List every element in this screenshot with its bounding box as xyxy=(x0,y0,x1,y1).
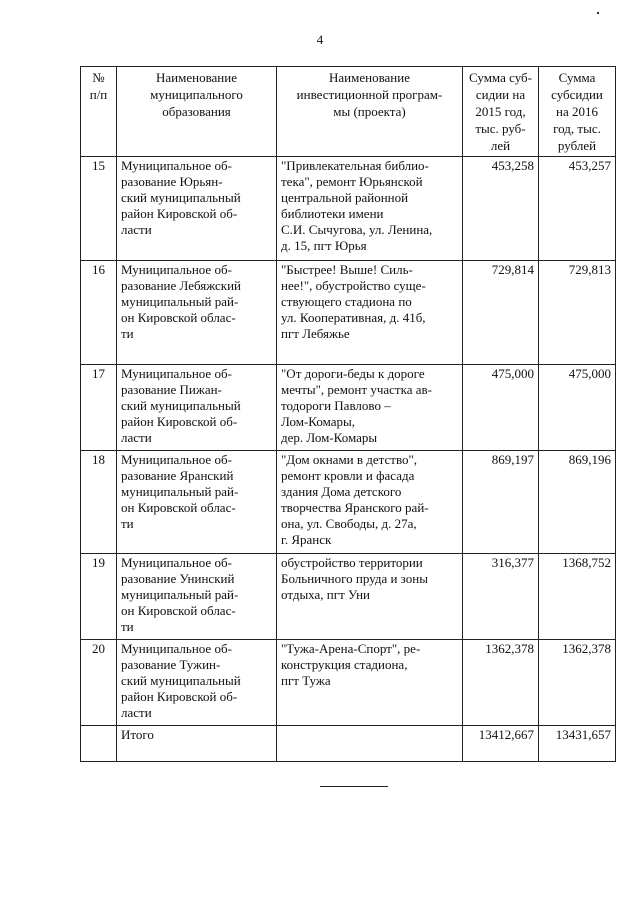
row-number: 17 xyxy=(81,365,117,451)
page-number: 4 xyxy=(316,32,324,47)
header-sum-2016: Сумма субсидии на 2016 год, тыс. рублей xyxy=(539,67,616,157)
program-name: "Быстрее! Выше! Силь- нее!", обустройство суще- ствующего стадиона по ул. Кооперативная, д. 41б, пгт Лебяжье xyxy=(277,261,463,365)
total-number xyxy=(81,726,117,762)
row-number: 16 xyxy=(81,261,117,365)
table-row xyxy=(81,261,616,365)
subsidy-2015: 729,814 xyxy=(463,261,539,365)
table-row xyxy=(81,157,616,261)
subsidy-table xyxy=(80,66,616,762)
municipality-name: Муниципальное об- разование Яранский муниципальный рай- он Кировской облас- ти xyxy=(117,451,277,554)
header-sum-2015: Сумма суб- сидии на 2015 год, тыс. руб- лей xyxy=(463,67,539,157)
municipality-name: Муниципальное об- разование Унинский муниципальный рай- он Кировской облас- ти xyxy=(117,554,277,640)
total-row xyxy=(81,726,616,762)
subsidy-2015: 869,197 xyxy=(463,451,539,554)
total-2016: 13431,657 xyxy=(539,726,616,762)
program-name: "От дороги-беды к дороге мечты", ремонт участка ав- тодороги Павлово – Лом-Комары, дер. Лом-Комары xyxy=(277,365,463,451)
total-2015: 13412,667 xyxy=(463,726,539,762)
scan-speck xyxy=(597,12,599,14)
subsidy-2015: 453,258 xyxy=(463,157,539,261)
table-row xyxy=(81,365,616,451)
subsidy-2016: 1368,752 xyxy=(539,554,616,640)
municipality-name: Муниципальное об- разование Тужин- ский муниципальный район Кировской об- ласти xyxy=(117,640,277,726)
subsidy-2016: 453,257 xyxy=(539,157,616,261)
program-name: "Привлекательная библио- тека", ремонт Юрьянской центральной районной библиотеки имени С.И. Сычугова, ул. Ленина, д. 15, пгт Юрья xyxy=(277,157,463,261)
header-municipality: Наименование муниципального образования xyxy=(117,67,277,157)
table-header-row xyxy=(81,67,616,157)
subsidy-2016: 1362,378 xyxy=(539,640,616,726)
municipality-name: Муниципальное об- разование Пижан- ский муниципальный район Кировской об- ласти xyxy=(117,365,277,451)
subsidy-2016: 475,000 xyxy=(539,365,616,451)
subsidy-2016: 729,813 xyxy=(539,261,616,365)
subsidy-2015: 316,377 xyxy=(463,554,539,640)
header-num: № п/п xyxy=(81,67,117,157)
row-number: 18 xyxy=(81,451,117,554)
header-program: Наименование инвестиционной програм- мы (проекта) xyxy=(277,67,463,157)
program-name: "Тужа-Арена-Спорт", ре- конструкция стадиона, пгт Тужа xyxy=(277,640,463,726)
total-program xyxy=(277,726,463,762)
row-number: 20 xyxy=(81,640,117,726)
closing-rule xyxy=(320,786,388,787)
table-row xyxy=(81,554,616,640)
program-name: обустройство территории Больничного пруда и зоны отдыха, пгт Уни xyxy=(277,554,463,640)
total-label: Итого xyxy=(117,726,277,762)
program-name: "Дом окнами в детство", ремонт кровли и фасада здания Дома детского творчества Яранского рай- она, ул. Свободы, д. 27а, г. Яранск xyxy=(277,451,463,554)
municipality-name: Муниципальное об- разование Юрьян- ский муниципальный район Кировской об- ласти xyxy=(117,157,277,261)
row-number: 15 xyxy=(81,157,117,261)
subsidy-2015: 1362,378 xyxy=(463,640,539,726)
subsidy-2015: 475,000 xyxy=(463,365,539,451)
table-row xyxy=(81,451,616,554)
row-number: 19 xyxy=(81,554,117,640)
municipality-name: Муниципальное об- разование Лебяжский муниципальный рай- он Кировской облас- ти xyxy=(117,261,277,365)
subsidy-2016: 869,196 xyxy=(539,451,616,554)
table-row xyxy=(81,640,616,726)
